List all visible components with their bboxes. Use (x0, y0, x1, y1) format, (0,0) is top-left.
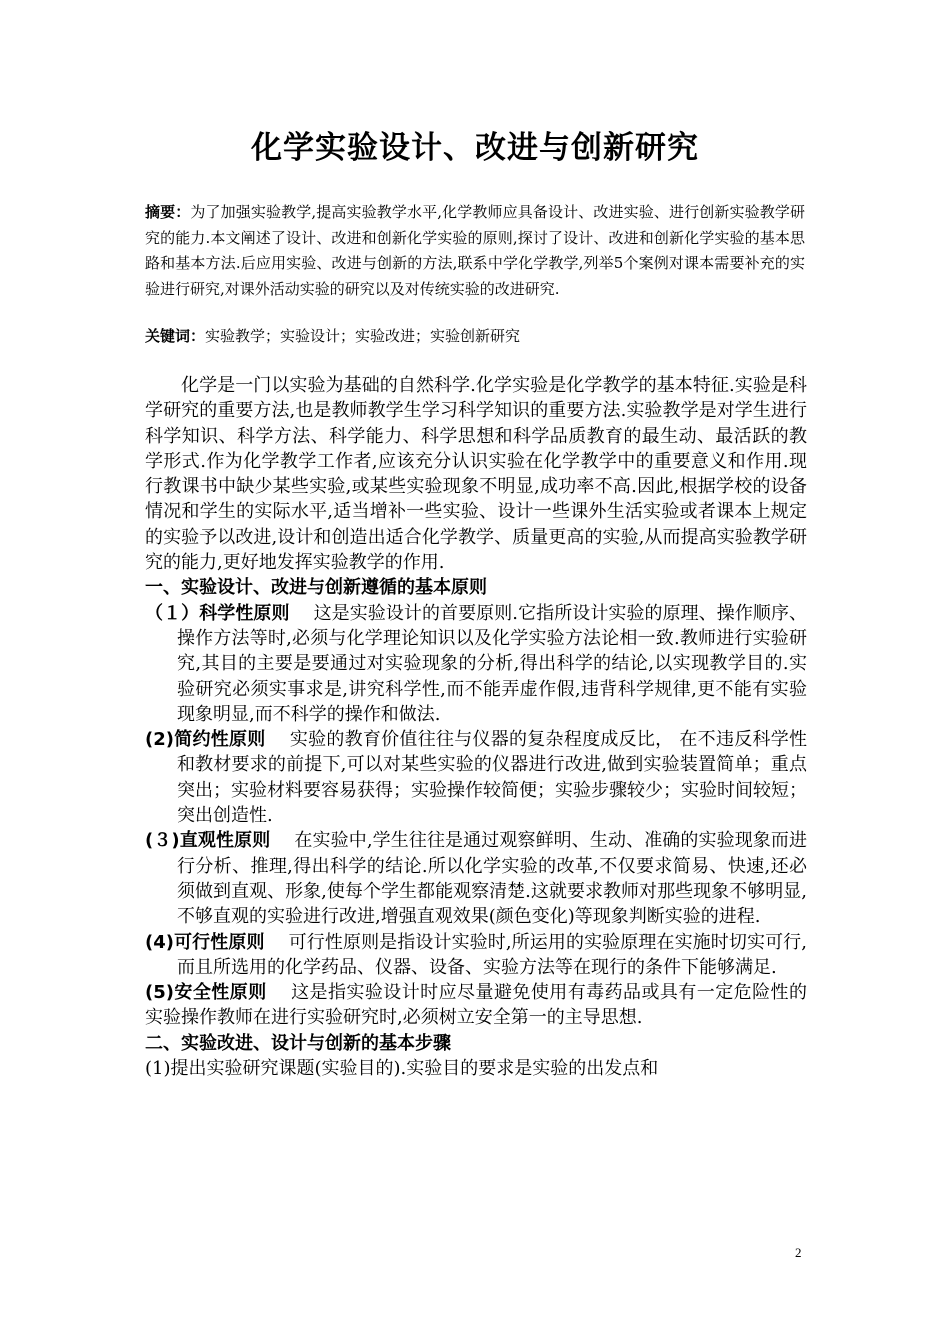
principle-text: 这是指实验设计时应尽量避免使用有毒药品或具有一定危险性的实验操作教师在进行实验研究时,必须树立安全第一的主导思想. (145, 982, 808, 1029)
principle-text: 这是实验设计的首要原则.它指所设计实验的原理、操作顺序、操作方法等时,必须与化学理论知识以及化学实验方法论相一致.教师进行实验研究,其目的主要是要通过对实验现象的分析,得出科学的结论,以实现教学目的.实验研究必须实事求是,讲究科学性,而不能弄虚作假,违背科学规律,更不能有实验现象明显,而不科学的操作和做法. (177, 602, 808, 725)
principle-num: (4) (145, 931, 174, 953)
abstract-text: 为了加强实验教学,提高实验教学水平,化学教师应具备设计、改进实验、进行创新实验教学研究的能力.本文阐述了设计、改进和创新化学实验的原则,探讨了设计、改进和创新化学实验的基本思路和基本方法.后应用实验、改进与创新的方法,联系中学化学教学,列举5个案例对课本需要补充的实验进行研究,对课外活动实验的研究以及对传统实验的改进研究. (145, 203, 805, 298)
page-title: 化学实验设计、改进与创新研究 (251, 130, 699, 166)
body-text (145, 373, 807, 1081)
abstract (145, 200, 805, 302)
intro-paragraph: 化学是一门以实验为基础的自然科学.化学实验是化学教学的基本特征.实验是科学研究的重要方法,也是教师教学生学习科学知识的重要方法.实验教学是对学生进行科学知识、科学方法、科学能力、科学思想和科学品质教育的最生动、最活跃的教学形式.作为化学教学工作者,应该充分认识实验在化学教学中的重要意义和作用.现行教课书中缺少某些实验,或某些实验现象不明显,成功率不高.因此,根据学校的设备情况和学生的实际水平,适当增补一些实验、设计一些课外生活实验或者课本上规定的实验予以改进,设计和创造出适合化学教学、质量更高的实验,从而提高实验教学研究的能力,更好地发挥实验教学的作用. (145, 375, 807, 574)
principle-num: (5) (145, 982, 174, 1004)
section-heading-2: 二、实验改进、设计与创新的基本步骤 (145, 1032, 451, 1054)
principle-num: （１） (145, 602, 200, 624)
principle-item-3 (145, 828, 807, 929)
principle-item-1 (145, 601, 807, 727)
keywords-text: 实验教学；实验设计；实验改进；实验创新研究 (205, 327, 521, 345)
principle-term: 安全性原则 (173, 982, 267, 1004)
keywords (145, 325, 805, 347)
keywords-label: 关键词： (145, 327, 206, 345)
section-heading-1: 一、实验设计、改进与创新遵循的基本原则 (145, 577, 487, 599)
principle-term: 直观性原则 (179, 830, 271, 852)
principle-text: 实验的教育价值往往与仪器的复杂程度成反比， 在不违反科学性和教材要求的前提下,可以对某些实验的仪器进行改进,做到实验装置简单；重点突出；实验材料要容易获得；实验操作较简便；实验步骤较少；实验时间较短；突出创造性. (177, 729, 807, 827)
principle-num: (2) (145, 729, 174, 751)
principle-item-5 (145, 980, 807, 1031)
principle-term: 科学性原则 (199, 602, 290, 624)
page-number: 2 (795, 1245, 802, 1260)
principle-num: (３) (145, 830, 180, 852)
abstract-label: 摘要： (145, 203, 191, 221)
principle-item-2 (145, 727, 807, 828)
principle-term: 可行性原则 (173, 931, 265, 953)
principle-term: 简约性原则 (173, 729, 266, 751)
principle-text: 可行性原则是指设计实验时,所运用的实验原理在实施时切实可行,而且所选用的化学药品、仪器、设备、实验方法等在现行的条件下能够满足. (177, 931, 807, 978)
principle-text: 在实验中,学生往往是通过观察鲜明、生动、准确的实验现象而进行分析、推理,得出科学的结论.所以化学实验的改革,不仅要求简易、快速,还必须做到直观、形象,使每个学生都能观察清楚.这就要求教师对那些现象不够明显,不够直观的实验进行改进,增强直观效果(颜色变化)等现象判断实验的进程. (177, 830, 808, 928)
principle-item-4 (145, 930, 807, 981)
step-line-1: (1)提出实验研究课题(实验目的).实验目的要求是实验的出发点和 (145, 1058, 659, 1080)
